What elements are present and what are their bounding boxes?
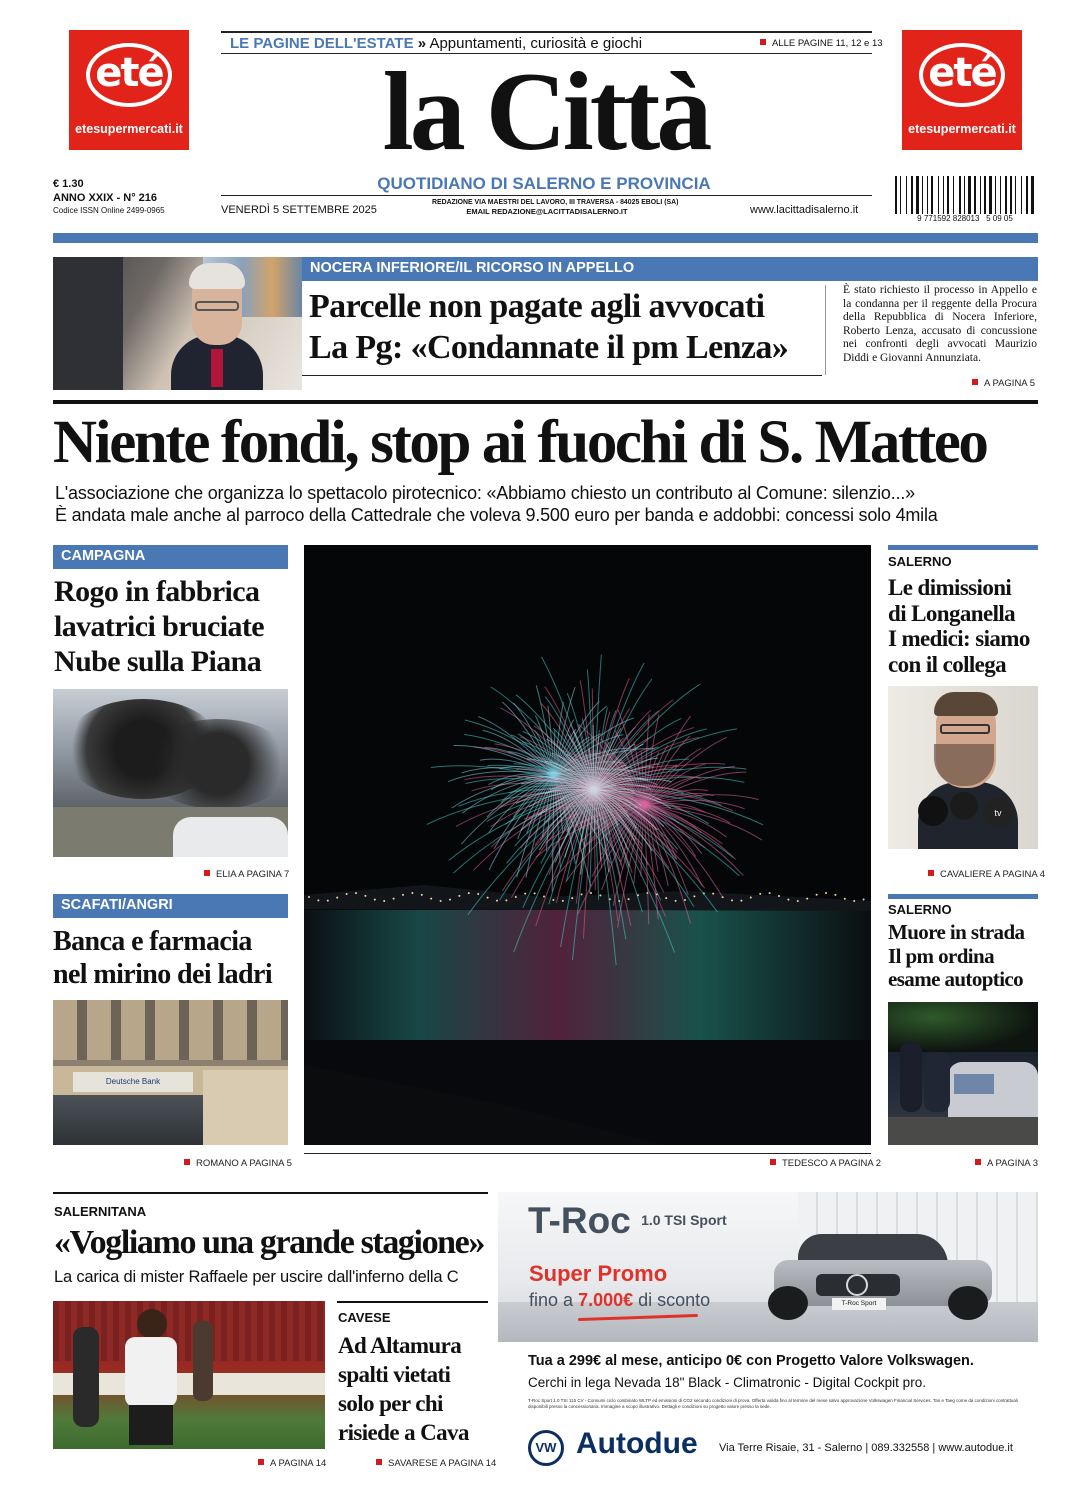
right-story1-kicker: SALERNO [888,554,952,569]
bullet-icon [184,1159,190,1165]
sport-kicker: SALERNITANA [54,1204,147,1219]
barcode-bar [947,176,949,214]
ad-fine-print: T-Roc Sport 1.0 TSI 115 CV - Consumi ciclo combinato WLTP ed emissioni di CO2 secondo condizioni di prova. Offerta valida fino al termine del mese salvo approvazione Volkswagen Financial Services. Tan e Taeg come da condizioni contrattuali disponibili presso la concessionaria. Immagine a scopo illustrativo. Dettagli e condizioni su progetto valore presso la sede. [528,1398,1018,1409]
ad-discount [529,1290,710,1311]
barcode-bar [974,176,976,214]
vw-logo-icon: VW [528,1430,564,1466]
left-story1-kicker: CAMPAGNA [53,545,288,569]
fireworks-photo[interactable] [304,545,871,1145]
ete-logo-url: etesupermercati.it [908,122,1016,136]
ad-model-name: T-Roc [528,1200,631,1241]
right-story1-bar [888,545,1038,550]
barcode-bar [911,176,913,214]
cavese-rule [337,1301,488,1303]
ad-features: Cerchi in lega Nevada 18" Black - Climatronic - Digital Cockpit pro. [528,1375,926,1390]
banner-text: Appuntamenti, curiosità e giochi [429,35,643,52]
ref-text: ELIA A PAGINA 7 [216,869,290,880]
left-story2-ref [184,1158,292,1169]
barcode-bar [964,176,965,214]
barcode-bar [953,176,954,214]
ad-offer: Tua a 299€ al mese, anticipo 0€ con Progetto Valore Volkswagen. [528,1353,974,1369]
barcode-bar [938,176,939,214]
ref-text: A PAGINA 3 [987,1158,1039,1169]
barcode-number: 9 771592 828013 5 09 05 [917,214,1013,223]
barcode-bar [1010,176,1012,214]
barcode-bar [931,176,933,214]
headline-line: Muore in strada [888,920,1025,944]
ref-text: A PAGINA 14 [270,1458,327,1469]
barcode-bar [895,176,897,214]
right-story1-ref [928,869,1045,880]
banner-rule [221,31,872,33]
ad-promo: Super Promo [529,1261,668,1286]
barcode-bar [1026,176,1028,214]
barcode-bar [1031,176,1034,214]
bullet-icon [760,39,766,45]
barcode-bar [1015,176,1016,214]
bullet-icon [258,1459,264,1465]
banner-kicker: LE PAGINE DELL'ESTATE [230,35,414,52]
bullet-icon [972,379,978,385]
ad-model-sub: 1.0 TSI Sport [641,1212,727,1228]
ete-logo-url: etesupermercati.it [75,122,183,136]
barcode [895,176,1035,214]
ad-model [528,1200,727,1242]
right-story2-bar [888,894,1038,899]
barcode-bar [980,176,981,214]
barcode-bar [900,176,901,214]
barcode-bar [1000,176,1001,214]
barcode-bar [1005,176,1007,214]
barcode-bar [995,176,996,214]
right-story2-kicker: SALERNO [888,902,952,917]
ad-discount-suffix: di sconto [638,1290,711,1310]
banner-arrow: » [417,35,427,52]
bank-sign: Deutsche Bank [73,1072,193,1092]
headline-line: di Longanella [888,600,1016,626]
barcode-bar [943,176,944,214]
issue-number: ANNO XXIX - N° 216 [53,192,158,204]
right-story2-headline[interactable] [888,921,1040,992]
headline-line: lavatrici bruciate [54,610,264,643]
headline-line: risiede a Cava [338,1420,469,1445]
right-story1-headline[interactable] [888,575,1040,677]
crime-scene-photo[interactable] [888,1002,1038,1145]
bullet-icon [204,870,210,876]
ete-logo-left[interactable] [69,30,189,150]
banner-pages [760,38,883,49]
masthead-subtitle: QUOTIDIANO DI SALERNO E PROVINCIA [377,174,711,193]
issn: Codice ISSN Online 2499-0965 [53,206,165,215]
bullet-icon [928,870,934,876]
ad-dealer-info: Via Terre Risaie, 31 - Salerno | 089.332558 | www.autodue.it [719,1442,1013,1454]
ref-text: SAVARESE A PAGINA 14 [388,1458,497,1469]
barcode-bar [959,176,961,214]
address-line: REDAZIONE VIA MAESTRI DEL LAVORO, III TRAVERSA - 84025 EBOLI (SA) [432,197,679,206]
ete-logo-wordmark: eté [928,50,996,96]
bullet-icon [975,1159,981,1165]
top-story-kicker: NOCERA INFERIORE/IL RICORSO IN APPELLO [302,257,1038,281]
ad-discount-prefix: fino a [529,1290,574,1310]
main-headline[interactable]: Niente fondi, stop ai fuochi di S. Matteo [53,409,987,476]
fireworks-graphic [304,545,871,1145]
lenza-photo[interactable] [53,257,302,390]
sport-rule [53,1192,488,1194]
left-story1-ref [204,869,289,880]
ad-discount-value: 7.000€ [578,1290,634,1310]
main-story-ref [770,1158,881,1169]
cavese-kicker: CAVESE [338,1310,391,1325]
masthead-blue-rule [53,233,1038,243]
headline-line: esame autoptico [888,967,1024,991]
photo-rule [304,1153,871,1154]
cavese-ref [376,1458,496,1469]
top-story-headline-1[interactable]: Parcelle non pagate agli avvocati [309,288,765,325]
sport-ref [258,1458,326,1469]
ref-text: TEDESCO A PAGINA 2 [782,1158,882,1169]
main-subhead-1: L'associazione che organizza lo spettacolo pirotecnico: «Abbiamo chiesto un contributo al Comune: silenzio...» [55,483,915,503]
headline-line: Nube sulla Piana [54,645,262,678]
barcode-bar [927,176,928,214]
barcode-bar [984,176,986,214]
price: € 1.30 [53,178,84,190]
headline-line: Rogo in fabbrica [54,575,260,608]
website-link[interactable]: www.lacittadisalerno.it [750,204,859,216]
barcode-bar [916,176,919,214]
bullet-icon [770,1159,776,1165]
ad-dealer[interactable]: Autodue [576,1427,698,1460]
main-subhead-2: È andata male anche al parroco della Cattedrale che voleva 9.500 euro per banda e addobbi: concessi solo 4mila [55,505,938,525]
barcode-bar [968,176,971,214]
top-story-divider [825,285,826,375]
headline-line: Ad Altamura [338,1333,462,1358]
bullet-icon [376,1459,382,1465]
ref-text: ROMANO A PAGINA 5 [196,1158,292,1169]
ref-text: CAVALIERE A PAGINA 4 [940,869,1046,880]
headline-line: solo per chi [338,1391,443,1416]
cavese-headline[interactable] [338,1331,490,1447]
headline-line: Banca e farmacia [53,926,252,957]
car-image [768,1230,998,1320]
main-story-rule [53,400,1038,404]
masthead-title[interactable]: la Città [382,50,709,174]
longanella-photo[interactable] [888,686,1038,849]
barcode-bar [1021,176,1022,214]
mic-label: tv [983,798,1013,828]
top-story-rule [302,375,822,376]
headline-line: spalti vietati [338,1362,451,1387]
issue-date: VENERDÌ 5 SETTEMBRE 2025 [221,204,377,216]
ete-logo-right[interactable] [902,30,1022,150]
masthead-rule [221,195,872,196]
headline-line: con il collega [888,651,1007,677]
left-story2-kicker: SCAFATI/ANGRI [53,894,288,918]
right-story2-ref [975,1158,1038,1169]
top-story-ref-text: A PAGINA 5 [984,378,1036,389]
sport-headline[interactable]: «Vogliamo una grande stagione» [54,1224,484,1261]
salernitana-photo[interactable] [53,1301,325,1449]
email-line: EMAIL REDAZIONE@LACITTADISALERNO.IT [466,207,628,216]
barcode-bar [989,176,992,214]
ete-logo-wordmark: eté [95,50,163,96]
ad-banner[interactable] [498,1192,1038,1342]
left-story1-headline[interactable] [54,574,289,679]
top-story-headline-2[interactable]: La Pg: «Condannate il pm Lenza» [309,329,789,366]
left-story2-headline[interactable] [53,925,293,991]
car-plate: T-Roc Sport [832,1298,886,1310]
headline-line: Le dimissioni [888,575,1012,600]
headline-line: Il pm ordina [888,943,994,968]
headline-line: I medici: siamo [888,626,1030,651]
barcode-bar [906,176,907,214]
sport-subhead: La carica di mister Raffaele per uscire dall'inferno della C [54,1268,459,1286]
headline-line: nel mirino dei ladri [53,959,273,990]
barcode-bar [922,176,923,214]
bank-photo[interactable] [53,1000,288,1145]
top-story-summary: È stato richiesto il processo in Appello e la condanna per il reggente della Procura della Repubblica di Nocera Inferiore, Roberto Lenza, accusato di concussione nei confronti degli avvocati Maurizio Diddi e Giovanni Annunziata. [843,284,1037,364]
editorial-address [432,197,679,217]
banner-pages-text: ALLE PAGINE 11, 12 e 13 [772,38,883,49]
top-story-ref [972,378,1035,389]
factory-fire-photo[interactable] [53,689,288,857]
